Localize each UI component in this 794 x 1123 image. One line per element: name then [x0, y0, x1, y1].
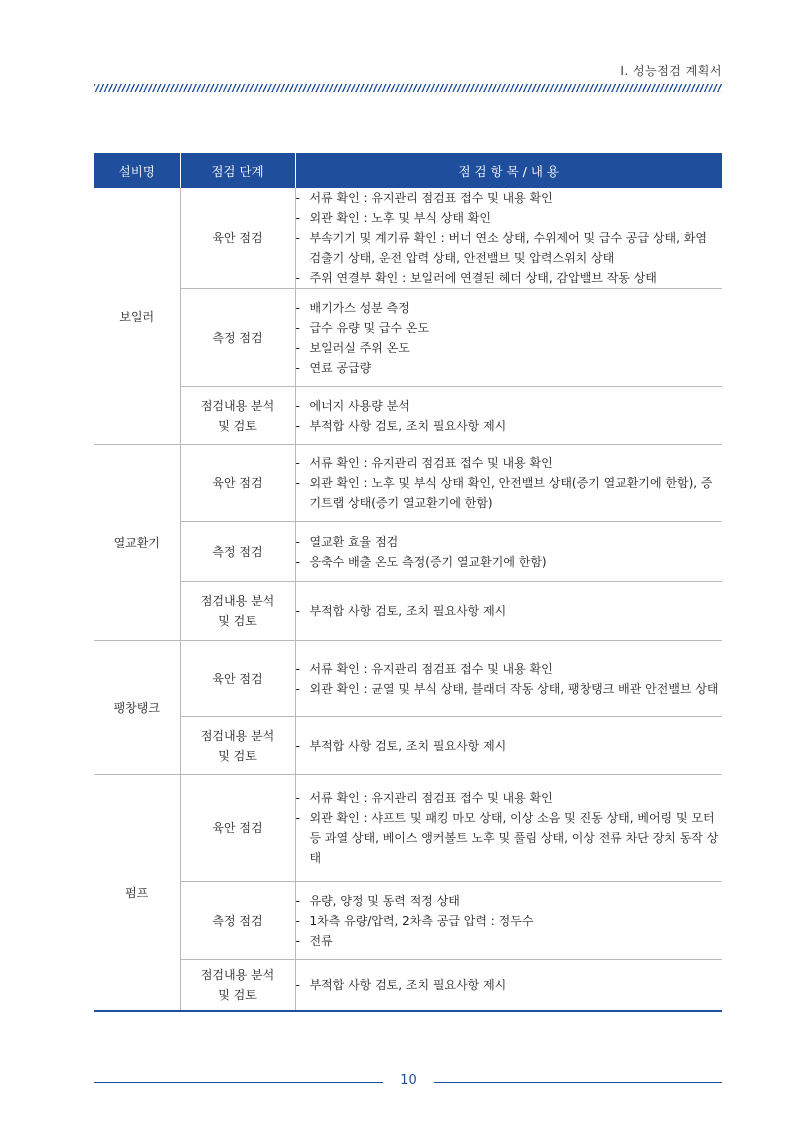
list-item: - 열교환 효율 점검 — [296, 532, 723, 552]
footer-rule-left — [94, 1082, 383, 1083]
list-item: - 1차측 유량/압력, 2차측 공급 압력 : 정두수 — [296, 911, 723, 931]
list-item: - 보일러실 주위 온도 — [296, 338, 723, 358]
table-row — [94, 882, 722, 960]
items-cell — [295, 960, 722, 1011]
items-cell — [295, 882, 722, 960]
device-heat-exchanger: 열교환기 — [94, 445, 180, 641]
list-item: - 연료 공급량 — [296, 358, 723, 378]
stage-label-line2: 및 검토 — [218, 614, 257, 628]
stage-cell: 육안 점검 — [180, 445, 295, 522]
stage-cell — [180, 960, 295, 1011]
list-item: - 주위 연결부 확인 : 보일러에 연결된 헤더 상태, 감압밸브 작동 상태 — [296, 268, 723, 288]
header-device: 설비명 — [94, 153, 180, 188]
list-item: - 전류 — [296, 931, 723, 951]
list-item: - 부적합 사항 검토, 조치 필요사항 제시 — [296, 736, 723, 756]
items-cell — [295, 522, 722, 582]
footer-rule-right — [434, 1082, 722, 1083]
table-row — [94, 522, 722, 582]
table-row — [94, 188, 722, 289]
items-cell — [295, 717, 722, 775]
list-item: - 급수 유량 및 급수 온도 — [296, 318, 723, 338]
items-cell — [295, 582, 722, 641]
list-item: - 부적합 사항 검토, 조치 필요사항 제시 — [296, 975, 723, 995]
list-item: - 에너지 사용량 분석 — [296, 396, 723, 416]
stage-cell — [180, 717, 295, 775]
list-item: - 외관 확인 : 샤프트 및 패킹 마모 상태, 이상 소음 및 진동 상태, 베어링 및 모터 등 과열 상태, 베이스 앵커볼트 노후 및 풀림 상태, 이상 전류 차단 장치 동작 상태 — [296, 808, 723, 868]
list-item: - 응축수 배출 온도 측정(증기 열교환기에 한함) — [296, 552, 723, 572]
items-cell — [295, 641, 722, 717]
list-item: - 배기가스 성분 측정 — [296, 298, 723, 318]
stage-cell: 육안 점검 — [180, 188, 295, 289]
stage-cell: 측정 점검 — [180, 882, 295, 960]
table-row — [94, 289, 722, 387]
list-item: - 서류 확인 : 유지관리 점검표 접수 및 내용 확인 — [296, 188, 723, 208]
items-cell — [295, 289, 722, 387]
list-item: - 서류 확인 : 유지관리 점검표 접수 및 내용 확인 — [296, 788, 723, 808]
stage-label-line1: 점검내용 분석 — [200, 967, 275, 982]
table-row — [94, 775, 722, 882]
device-pump: 펌프 — [94, 775, 180, 1011]
list-item: - 외관 확인 : 균열 및 부식 상태, 블래더 작동 상태, 팽창탱크 배관 안전밸브 상태 — [296, 679, 723, 699]
list-item: - 서류 확인 : 유지관리 점검표 접수 및 내용 확인 — [296, 453, 723, 473]
stage-cell: 육안 점검 — [180, 775, 295, 882]
inspection-plan-table — [94, 153, 722, 1012]
table-row — [94, 445, 722, 522]
table-row — [94, 960, 722, 1011]
list-item: - 부적합 사항 검토, 조치 필요사항 제시 — [296, 601, 723, 621]
stage-label-line1: 점검내용 분석 — [200, 594, 275, 608]
stage-label-line2: 및 검토 — [218, 987, 257, 1002]
list-item: - 부적합 사항 검토, 조치 필요사항 제시 — [296, 416, 723, 436]
items-cell — [295, 387, 722, 445]
header-hatch-divider — [94, 84, 722, 92]
table-row — [94, 387, 722, 445]
stage-label-line2: 및 검토 — [218, 418, 257, 433]
stage-label-line1: 점검내용 분석 — [200, 398, 275, 413]
device-boiler: 보일러 — [94, 188, 180, 445]
table-row — [94, 582, 722, 641]
header-items: 점 검 항 목 / 내 용 — [295, 153, 722, 188]
page-number: 10 — [400, 1073, 417, 1088]
stage-cell: 육안 점검 — [180, 641, 295, 717]
stage-label-line2: 및 검토 — [218, 748, 257, 763]
table-header-row — [94, 153, 722, 188]
list-item: - 서류 확인 : 유지관리 점검표 접수 및 내용 확인 — [296, 659, 723, 679]
stage-label-line1: 점검내용 분석 — [200, 728, 275, 743]
table-row — [94, 717, 722, 775]
list-item: - 외관 확인 : 노후 및 부식 상태 확인 — [296, 208, 723, 228]
header-section-title: Ⅰ. 성능점검 계획서 — [620, 64, 722, 78]
items-cell — [295, 188, 722, 289]
list-item: - 부속기기 및 계기류 확인 : 버너 연소 상태, 수위제어 및 급수 공급 상태, 화염 검출기 상태, 운전 압력 상태, 안전밸브 및 압력스위치 상태 — [296, 228, 723, 268]
stage-cell: 측정 점검 — [180, 522, 295, 582]
header-stage: 점검 단계 — [180, 153, 295, 188]
items-cell — [295, 775, 722, 882]
stage-cell — [180, 582, 295, 641]
stage-cell: 측정 점검 — [180, 289, 295, 387]
stage-cell — [180, 387, 295, 445]
device-expansion-tank: 팽창탱크 — [94, 641, 180, 775]
items-cell — [295, 445, 722, 522]
table-row — [94, 641, 722, 717]
list-item: - 외관 확인 : 노후 및 부식 상태 확인, 안전밸브 상태(증기 열교환기에 한함), 증기트랩 상태(증기 열교환기에 한함) — [296, 473, 723, 513]
list-item: - 유량, 양정 및 동력 적정 상태 — [296, 891, 723, 911]
